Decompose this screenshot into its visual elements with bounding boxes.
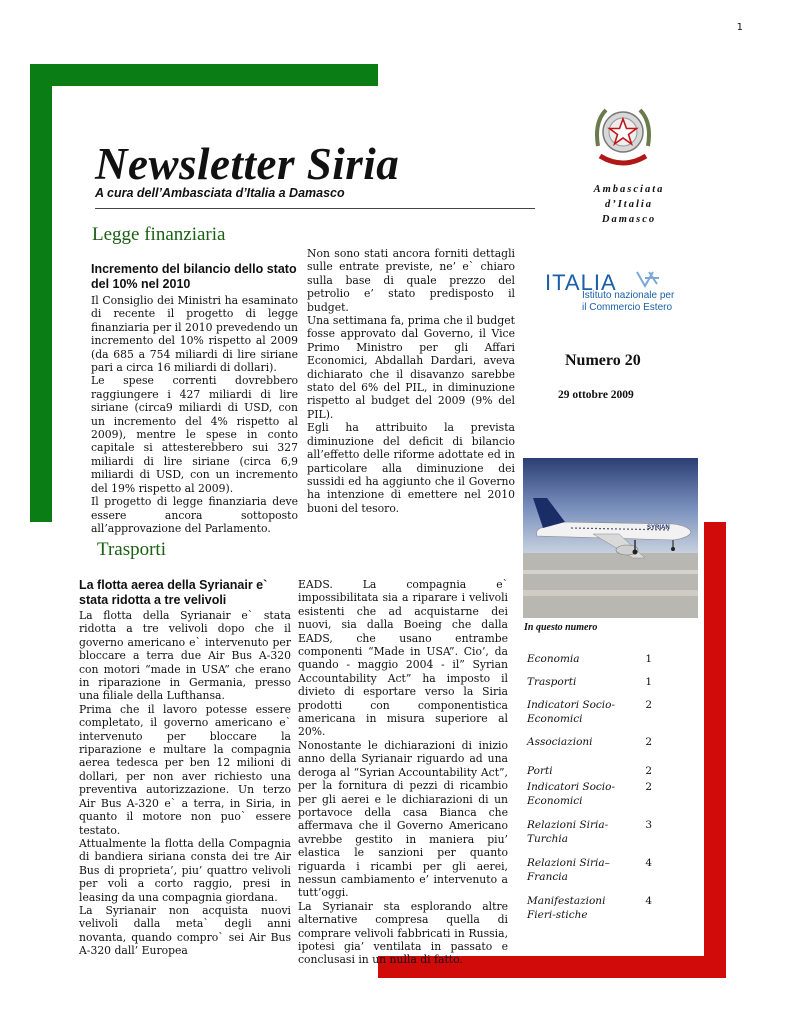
article-paragraph: Il Consiglio dei Ministri ha esaminato di recente il progetto di legge finanziaria per il 2010 prevedendo un incremento del 10% rispetto al 2009 (da 685 a 754 miliardi di lire siriane pari a circa 16 miliardi di dollari). <box>91 294 298 375</box>
embassy-line: d’Italia <box>604 199 654 210</box>
toc-label: Associazioni <box>527 736 593 748</box>
header-rule <box>95 208 535 209</box>
toc-label: Porti <box>527 765 553 777</box>
toc-page: 4 <box>645 857 652 869</box>
toc-item[interactable] <box>527 894 652 922</box>
article-title: Incremento del bilancio dello stato del 10% nel 2010 <box>91 262 297 291</box>
article-paragraph: Attualmente la flotta della Compagnia di bandiera siriana consta dei tre Air Bus di proprieta’, piu’ quattro velivoli per voli a corto raggio, presi in leasing da una compagnia giordana. <box>79 836 291 904</box>
article-paragraph: Egli ha attribuito la prevista diminuzione del deficit di bilancio all’effetto delle riforme adottate ed in particolare alla diminuzione dei sussidi ed ha aggiunto che il Governo ha intenzione di emettere nel 2010 buoni del tesoro. <box>307 421 515 515</box>
section-heading-trasporti: Trasporti <box>97 539 166 560</box>
toc-page: 3 <box>645 819 652 831</box>
toc-label: Relazioni Siria-Turchia <box>527 819 609 845</box>
plane-livery-text: SYRIAN <box>647 525 670 531</box>
toc-label: Manifestazioni Fieri-stiche <box>527 895 606 921</box>
ice-institute-name <box>582 290 674 314</box>
toc-item[interactable] <box>527 735 652 749</box>
toc-item[interactable] <box>527 764 652 778</box>
syrianair-plane-photo <box>523 458 698 618</box>
toc-item[interactable] <box>527 698 652 726</box>
issue-number: Numero 20 <box>565 352 641 369</box>
embassy-line: Damasco <box>601 214 657 225</box>
article-paragraph: La Syrianair sta esplorando altre alternative compresa quella di comprare velivoli fabbricati in Russia, ipotesi gia’ ventilata in passato e conclusasi in un nulla di fatto. <box>298 899 508 967</box>
toc-item[interactable] <box>527 856 652 884</box>
toc-label: Economia <box>527 653 580 665</box>
section-heading-legge: Legge finanziaria <box>92 224 226 245</box>
green-left-bar <box>30 64 52 522</box>
ice-line: il Commercio Estero <box>582 302 673 313</box>
toc-page: 1 <box>645 676 652 688</box>
toc-label: Indicatori Socio-Economici <box>527 699 616 725</box>
article-title: La flotta aerea della Syrianair e` stata ridotta a tre velivoli <box>79 578 268 607</box>
article-paragraph: Prima che il lavoro potesse essere completato, il governo americano e` intervenuto per bloccare la riparazione e multare la compagnia aerea tedesca per ben 12 milioni di dollari, per non aver richiesto una preventiva autorizzazione. Un terzo Air Bus A-320 e` a terra, in Siria, in quanto il motore non puo` essere testato. <box>79 702 291 837</box>
article-paragraph: Non sono stati ancora forniti dettagli sulle entrate previste, ne’ e` chiaro sulla base di quale prezzo del petrolio e’ stato predisposto il budget. <box>307 247 515 314</box>
article-legge-col2 <box>307 247 515 515</box>
toc-label: Relazioni Siria–Francia <box>527 857 610 883</box>
article-legge-col1 <box>91 262 298 535</box>
embassy-name <box>574 182 684 227</box>
article-paragraph: Nonostante le dichiarazioni di inizio anno della Syrianair riguardo ad una deroga al “Syrian Accountability Act”, per la fornitura di pezzi di ricambio per gli aerei e le dichiarazioni di un portavoce della casa Bianca che affermava che il Governo Americano avrebbe gestito in maniera piu’ elastica le sanzioni per quanto riguarda i ricambi per gli aerei, nessun cambiamento e’ intervenuto a tutt’oggi. <box>298 738 508 900</box>
italian-emblem-icon <box>590 98 656 176</box>
toc-item[interactable] <box>527 818 652 846</box>
toc-item[interactable] <box>527 675 652 689</box>
article-paragraph: Il progetto di legge finanziaria deve essere ancora sottoposto all’approvazione del Parlamento. <box>91 495 298 535</box>
toc-page: 2 <box>645 699 652 711</box>
ice-logo-text: ITALIA <box>545 270 617 295</box>
toc-label: Indicatori Socio-Economici <box>527 781 616 807</box>
article-paragraph: Le spese correnti dovrebbero raggiungere i 427 miliardi di lire siriane (circa9 miliardi di USD, con un incremento del 4% rispetto al 2009), mentre le spese in conto capitale si attesterebbero sui 327 miliardi di lire siriane (circa 6,9 miliardi di USD, con un incremento del 19% rispetto al 2009). <box>91 374 298 495</box>
issue-date: 29 ottobre 2009 <box>558 389 634 401</box>
article-paragraph: La Syrianair non acquista nuovi velivoli dalla meta` degli anni novanta, quando compro` sei Air Bus A-320 dall’ Europea <box>79 903 291 958</box>
article-trasporti-col2 <box>298 578 508 967</box>
article-paragraph: EADS. La compagnia e` impossibilitata sia a riparare i velivoli esistenti che ad acquistarne dei nuovi, sia dalla Boeing che dalla EADS, che usano entrambe componenti “Made in USA”. Cio’, da quando - maggio 2004 - il” Syrian Accountability Act” ha imposto il divieto di esportare verso la Siria prodotti con componentistica americana in misura superiore al 20%. <box>298 578 508 739</box>
newsletter-title: Newsletter Siria <box>95 139 400 189</box>
toc-page: 2 <box>645 781 652 793</box>
article-trasporti-col1 <box>79 578 291 958</box>
embassy-line: Ambasciata <box>593 184 665 195</box>
toc-label: Trasporti <box>527 676 577 688</box>
article-paragraph: La flotta della Syrianair e` stata ridotta a tre velivoli dopo che il governo americano e` intervenuto per bloccare a terra due Air Bus A-320 con motori “made in USA” che erano in riparazione in Germania, presso una filiale della Lufthansa. <box>79 609 291 703</box>
toc-title: In questo numero <box>524 622 598 633</box>
page-number: 1 <box>736 22 743 33</box>
table-of-contents <box>527 652 652 922</box>
newsletter-subtitle: A cura dell’Ambasciata d’Italia a Damasco <box>95 186 345 200</box>
toc-page: 2 <box>645 765 652 777</box>
red-right-bar <box>704 522 726 978</box>
toc-page: 1 <box>645 653 652 665</box>
toc-item[interactable] <box>527 652 652 666</box>
toc-page: 2 <box>645 736 652 748</box>
green-top-bar <box>30 64 378 86</box>
ice-line: Istituto nazionale per <box>582 290 675 301</box>
article-paragraph: Una settimana fa, prima che il budget fosse approvato dal Governo, il Vice Primo Ministro per gli Affari Economici, Abdallah Dardari, aveva dichiarato che il disavanzo sarebbe stato del 6% del PIL, in diminuzione rispetto al budget del 2009 (9% del PIL). <box>307 314 515 421</box>
toc-item[interactable] <box>527 780 652 808</box>
toc-page: 4 <box>645 895 652 907</box>
